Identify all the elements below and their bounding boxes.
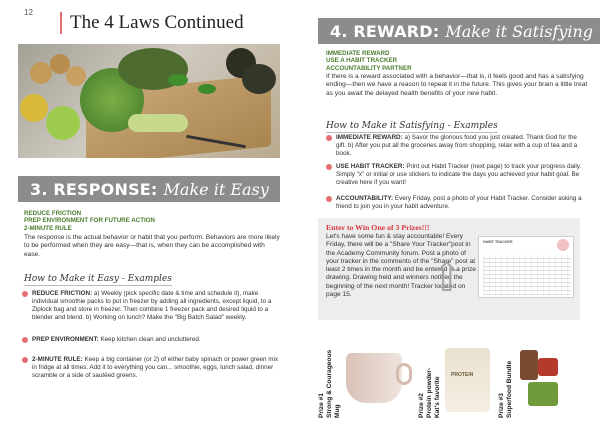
superfood-bag-shape — [520, 350, 538, 380]
reward-banner-title: 4. REWARD: — [330, 21, 440, 41]
bullet-text: Keep a big container (or 2) of either baby spinach or power green mix in fridge at all times. Add it to everything you can... smoothie, eggs, lunch salad, dinner scramble or a side of sautéed greens. — [32, 356, 279, 379]
bullet-dot — [326, 196, 332, 202]
response-intro: The response is the actual behavior or habit that you perform. Behaviors are more likely to be performed when they are easy—that is, when they can be accomplished with ease. — [24, 234, 280, 258]
reward-intro: If there is a reward associated with a behavior—that is, it feels good and has a satisfying ending—then we have a reason to repeat it in the future. This gives your brain a little treat as you await the delayed health benefits of your new habit. — [326, 73, 588, 97]
keyword: USE A HABIT TRACKER — [326, 57, 398, 65]
keyword: PREP ENVIRONMENT FOR FUTURE ACTION — [24, 217, 155, 225]
pepper-shape — [168, 74, 188, 86]
keyword: IMMEDIATE REWARD — [326, 50, 390, 57]
response-bullet-2 — [22, 336, 284, 344]
prize-name: Strong & Courageous — [326, 349, 333, 418]
bullet-label: 2-MINUTE RULE: — [32, 356, 83, 363]
tracker-grid — [483, 255, 571, 295]
bullet-dot — [22, 357, 28, 363]
product-label: PROTEIN — [451, 372, 474, 378]
avocado-shape — [242, 64, 276, 94]
arrow-up-icon: ⇧ — [430, 256, 464, 300]
potato-shape — [66, 66, 86, 86]
response-keywords — [24, 210, 155, 232]
response-examples-heading — [24, 268, 172, 286]
page-number: 12 — [24, 8, 33, 17]
prize-name: Superfood Bundle — [506, 360, 513, 418]
mug-handle-shape — [396, 363, 412, 385]
response-banner-title: 3. RESPONSE: — [30, 179, 158, 199]
reward-bullet-2 — [326, 163, 584, 187]
prize-name: Protein powder- — [426, 367, 433, 418]
mug-image — [340, 345, 414, 405]
bullet-label: REDUCE FRICTION: — [32, 290, 93, 297]
bullet-dot — [22, 291, 28, 297]
potato-shape — [30, 62, 52, 84]
lemon-shape — [20, 94, 48, 122]
reward-banner — [318, 18, 600, 44]
bullet-dot — [326, 164, 332, 170]
prize-1-label — [318, 350, 342, 418]
prize-name-line2: Kat's favorite — [434, 376, 441, 418]
superfood-bundle-image — [520, 350, 560, 410]
examples-heading-text: How to Make it Satisfying - Examples — [326, 121, 498, 131]
bullet-dot — [326, 135, 332, 141]
prize-2-label — [418, 368, 442, 418]
superfood-jar-shape — [538, 358, 558, 376]
keyword: 2-MINUTE RULE — [24, 224, 72, 232]
bullet-label: PREP ENVIRONMENT: — [32, 336, 99, 343]
reward-bullet-3 — [326, 195, 584, 211]
reward-bullet-1 — [326, 134, 584, 158]
bullet-text: a) Savor the glorious food you just created. Thank God for the gift. b) After you put all the groceries away from shopping, relax with a cup of tea and a book. — [336, 134, 578, 157]
mug-body-shape — [346, 353, 402, 403]
reward-examples-heading — [326, 115, 498, 133]
protein-powder-image — [445, 348, 490, 412]
bullet-text: Print out Habit Tracker (next page) to track your progress daily. Simply "x" or initial or use stickers to indicate the days you achieved your habit goal. Be creative here if you want! — [336, 163, 582, 186]
bullet-label: IMMEDIATE REWARD: — [336, 134, 403, 141]
bullet-text: a) Weekly (pick specific date & time and schedule it), make individual smoothie packs to put in freezer by adding all ingredients, except liquid, to a Ziplock bag and store in freezer. Then combine 1 freezer pack and desired liquid to a blender and blend. b) Working on lunch? Make the "Big Batch Salad" weekly. — [32, 290, 272, 321]
promo-title: Enter to Win One of 3 Prizes!!! — [326, 223, 430, 232]
response-bullet-1 — [22, 290, 284, 322]
tracker-title: HABIT TRACKER — [483, 240, 513, 244]
pepper-shape — [198, 84, 216, 94]
examples-heading-text: How to Make it Easy - Examples — [24, 274, 172, 284]
promo-text: Let's have some fun & stay accountable! Every Friday, there will be a "Share Your Tracker"post in the Academy Community forum. Post a photo of your tracker in the comments of the "Share" post at least 2 times in the month and be entered in a prize drawing. Drawing held and winners notified the beginning of the next month! Tracker located on page 15. — [326, 233, 476, 299]
bullet-text: Keep kitchen clean and uncluttered. — [98, 336, 201, 343]
reward-banner-script: Make it Satisfying — [445, 21, 594, 41]
response-banner — [18, 176, 280, 202]
bullet-dot — [22, 337, 28, 343]
zucchini-shape — [128, 114, 188, 132]
keyword: REDUCE FRICTION — [24, 210, 82, 217]
superfood-box-shape — [528, 382, 558, 406]
bullet-text: Every Friday, post a photo of your Habit Tracker. Consider asking a friend to join you in your habit adventure. — [336, 195, 582, 210]
reward-keywords — [326, 50, 412, 72]
habit-tracker-thumbnail — [478, 236, 574, 298]
keyword: ACCOUNTABILITY PARTNER — [326, 64, 412, 72]
prize-number: Prize #1 — [318, 393, 325, 418]
page-title: The 4 Laws Continued — [60, 12, 244, 34]
prize-number: Prize #2 — [418, 393, 425, 418]
bullet-label: USE HABIT TRACKER: — [336, 163, 405, 170]
prize-name-line2: Mug — [334, 404, 341, 418]
response-bullet-3 — [22, 356, 284, 380]
prize-3-label — [498, 361, 514, 418]
vegetables-photo — [18, 44, 280, 158]
tracker-logo-icon — [557, 239, 569, 251]
response-banner-script: Make it Easy — [163, 179, 269, 199]
bullet-label: ACCOUNTABILITY: — [336, 195, 394, 202]
apple-shape — [46, 106, 80, 140]
prize-number: Prize #3 — [498, 393, 505, 418]
